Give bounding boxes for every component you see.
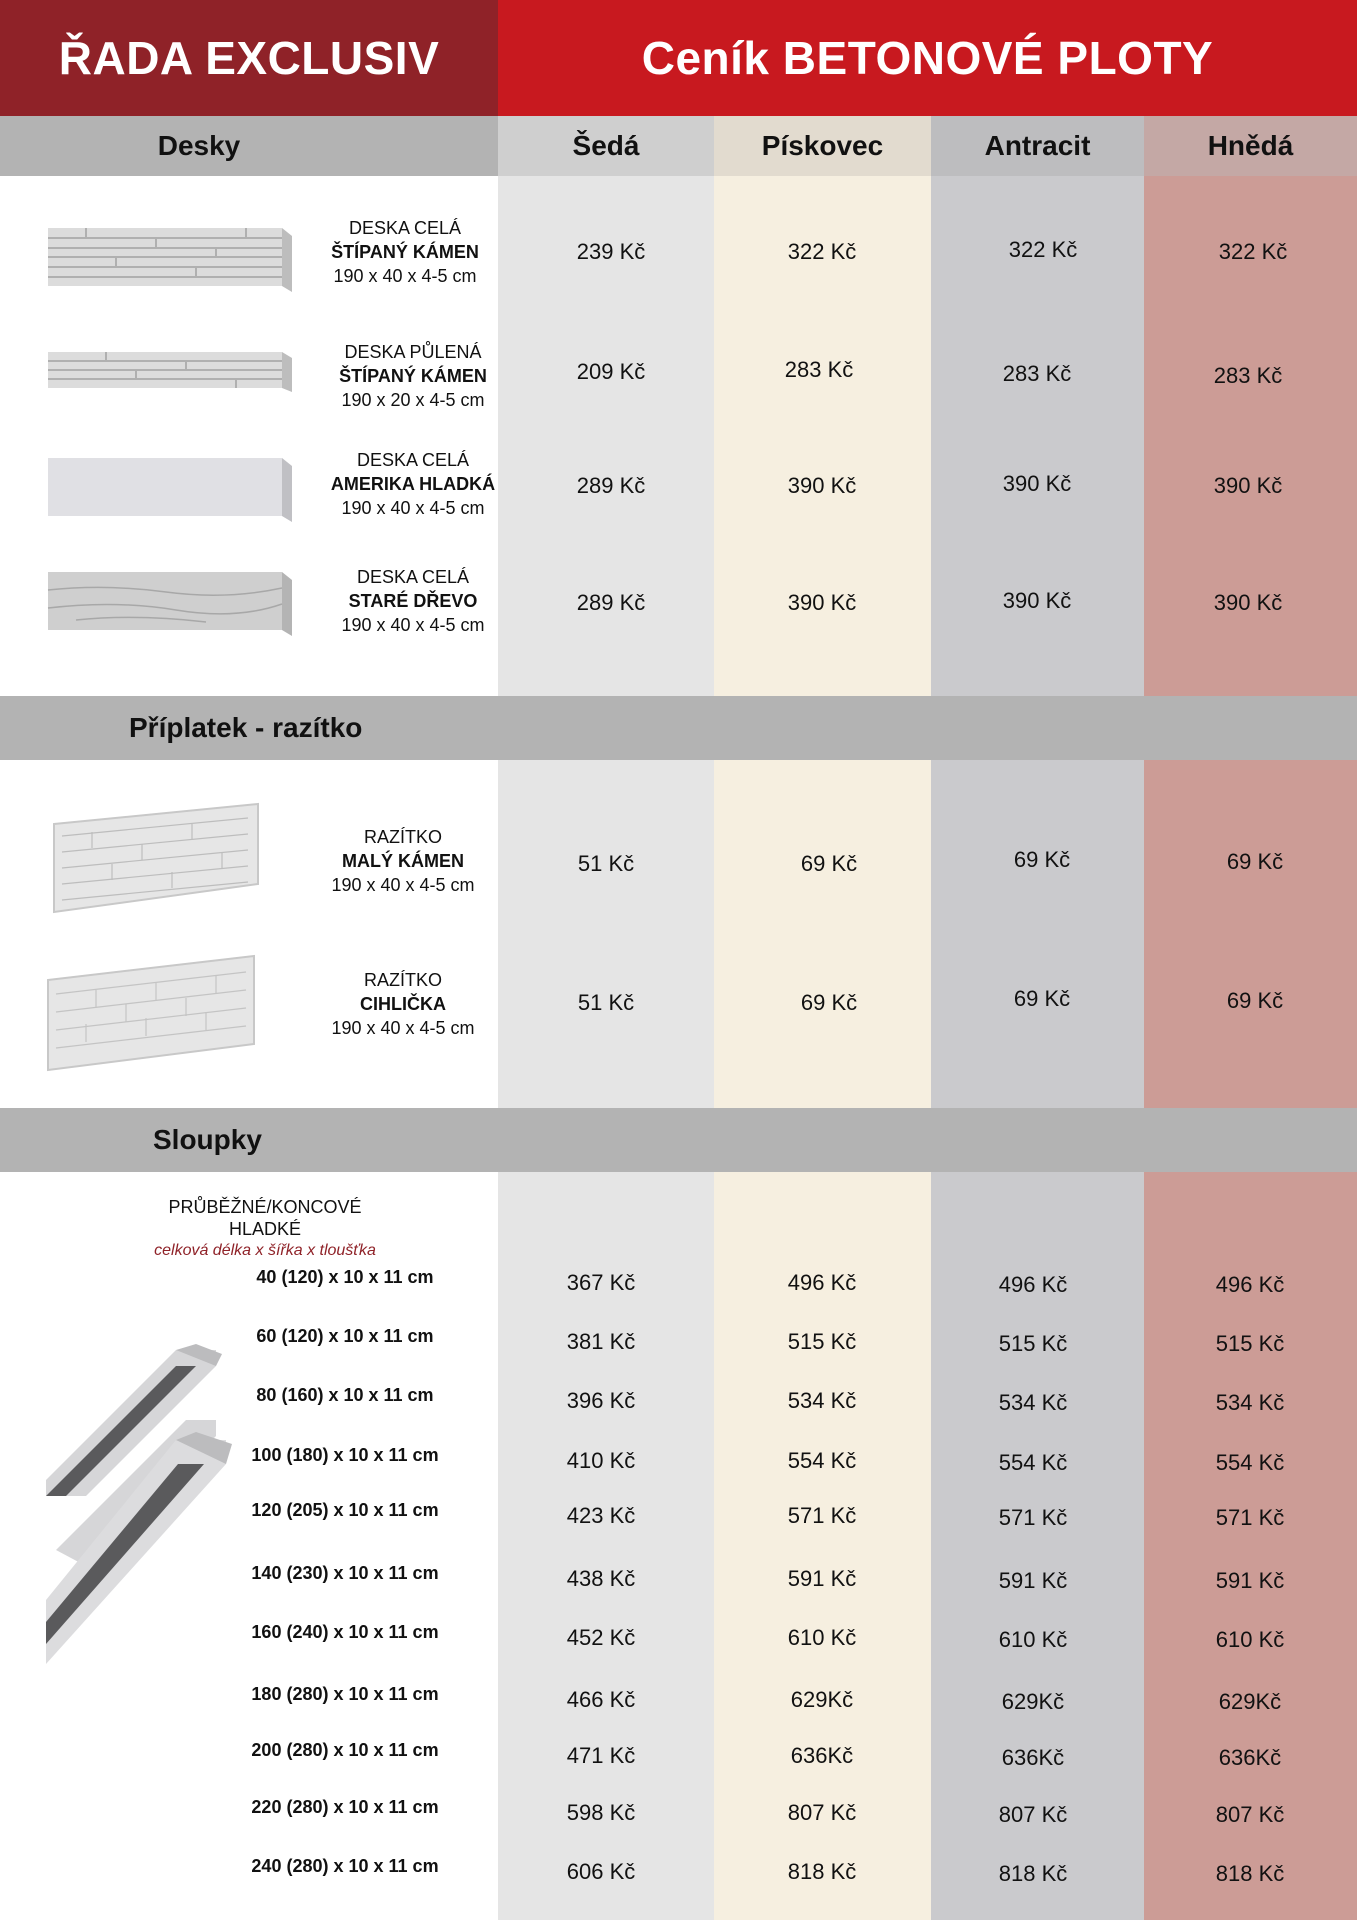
price-hneda: 629Kč xyxy=(1218,1689,1282,1714)
price-seda: 239 Kč xyxy=(576,239,646,264)
price-hneda: 534 Kč xyxy=(1215,1390,1285,1415)
price-hneda: 322 Kč xyxy=(1218,239,1288,264)
section-surcharge xyxy=(0,696,1357,760)
price-hneda: 554 Kč xyxy=(1215,1450,1285,1475)
brick-stamp-image xyxy=(46,954,258,1072)
price-piskovec: 390 Kč xyxy=(787,590,857,615)
price-seda: 51 Kč xyxy=(577,990,635,1015)
stamp-label xyxy=(298,968,508,1040)
price-seda: 381 Kč xyxy=(566,1329,636,1354)
board-size: 190 x 20 x 4-5 cm xyxy=(341,390,485,410)
price-hneda: 571 Kč xyxy=(1215,1505,1285,1530)
price-hneda: 610 Kč xyxy=(1215,1627,1285,1652)
price-antracit: 390 Kč xyxy=(1002,471,1072,496)
post-dimension: 220 (280) x 10 x 11 cm xyxy=(251,1797,439,1817)
board-label xyxy=(308,340,518,412)
price-piskovec: 322 Kč xyxy=(787,239,857,264)
post-dimension: 80 (160) x 10 x 11 cm xyxy=(256,1385,434,1405)
price-hneda: 515 Kč xyxy=(1215,1331,1285,1356)
posts-type: PRŮBĚŽNÉ/KONCOVÉ HLADKÉ xyxy=(168,1197,362,1239)
price-seda: 438 Kč xyxy=(566,1566,636,1591)
price-antracit: 636Kč xyxy=(1001,1745,1065,1770)
section-posts xyxy=(0,1108,1357,1172)
board-label xyxy=(300,216,510,288)
price-antracit: 807 Kč xyxy=(998,1802,1068,1827)
price-piskovec: 629Kč xyxy=(790,1687,854,1712)
small-stone-stamp-image xyxy=(52,802,262,914)
board-type: DESKA CELÁ xyxy=(348,218,462,238)
price-hneda: 496 Kč xyxy=(1215,1272,1285,1297)
board-type: DESKA CELÁ xyxy=(356,450,470,470)
price-antracit: 554 Kč xyxy=(998,1450,1068,1475)
post-dimension: 100 (180) x 10 x 11 cm xyxy=(251,1445,439,1465)
post-dimension: 60 (120) x 10 x 11 cm xyxy=(256,1326,434,1346)
board-size: 190 x 40 x 4-5 cm xyxy=(341,615,485,635)
stamp-type: RAZÍTKO xyxy=(363,970,442,990)
price-hneda: 390 Kč xyxy=(1213,590,1283,615)
price-seda: 396 Kč xyxy=(566,1388,636,1413)
board-finish: STARÉ DŘEVO xyxy=(348,591,478,611)
price-seda: 452 Kč xyxy=(566,1625,636,1650)
section-surcharge-title: Příplatek - razítko xyxy=(129,712,363,743)
stone-board-half-image xyxy=(46,350,296,392)
price-seda: 367 Kč xyxy=(566,1270,636,1295)
price-seda: 423 Kč xyxy=(566,1503,636,1528)
wood-board-image xyxy=(46,570,296,636)
price-antracit: 571 Kč xyxy=(998,1505,1068,1530)
price-hneda: 636Kč xyxy=(1218,1745,1282,1770)
price-piskovec: 818 Kč xyxy=(787,1859,857,1884)
post-dimension: 180 (280) x 10 x 11 cm xyxy=(251,1684,439,1704)
price-seda: 51 Kč xyxy=(577,851,635,876)
price-hneda: 818 Kč xyxy=(1215,1861,1285,1886)
price-antracit: 818 Kč xyxy=(998,1861,1068,1886)
price-piskovec: 636Kč xyxy=(790,1743,854,1768)
price-antracit: 496 Kč xyxy=(998,1272,1068,1297)
stamp-label xyxy=(298,825,508,897)
post-dimension: 200 (280) x 10 x 11 cm xyxy=(251,1740,439,1760)
header-piskovec: Pískovec xyxy=(714,116,931,176)
posts-dimension-legend: celková délka x šířka x tloušťka xyxy=(154,1242,376,1259)
price-hneda: 390 Kč xyxy=(1213,473,1283,498)
board-type: DESKA CELÁ xyxy=(356,567,470,587)
series-title: ŘADA EXCLUSIV xyxy=(0,0,498,116)
price-seda: 209 Kč xyxy=(576,359,646,384)
price-seda: 606 Kč xyxy=(566,1859,636,1884)
post-dimension: 140 (230) x 10 x 11 cm xyxy=(251,1563,439,1583)
price-seda: 410 Kč xyxy=(566,1448,636,1473)
price-antracit: 515 Kč xyxy=(998,1331,1068,1356)
price-seda: 289 Kč xyxy=(576,590,646,615)
price-hneda: 69 Kč xyxy=(1226,849,1284,874)
header-hneda: Hnědá xyxy=(1144,116,1357,176)
column-header-row xyxy=(0,116,1357,176)
price-piskovec: 496 Kč xyxy=(787,1270,857,1295)
post-dimension: 160 (240) x 10 x 11 cm xyxy=(251,1622,439,1642)
section-posts-title: Sloupky xyxy=(153,1124,262,1155)
board-size: 190 x 40 x 4-5 cm xyxy=(341,498,485,518)
pricelist-title: Ceník BETONOVÉ PLOTY xyxy=(498,0,1357,116)
stamp-pattern: CIHLIČKA xyxy=(360,994,446,1014)
header-seda: Šedá xyxy=(498,116,714,176)
price-seda: 598 Kč xyxy=(566,1800,636,1825)
price-antracit: 629Kč xyxy=(1001,1689,1065,1714)
price-piskovec: 610 Kč xyxy=(787,1625,857,1650)
price-piskovec: 283 Kč xyxy=(784,357,854,382)
price-hneda: 807 Kč xyxy=(1215,1802,1285,1827)
price-antracit: 610 Kč xyxy=(998,1627,1068,1652)
price-piskovec: 515 Kč xyxy=(787,1329,857,1354)
stamp-type: RAZÍTKO xyxy=(363,827,442,847)
stone-board-full-image xyxy=(46,226,296,292)
post-dimension: 40 (120) x 10 x 11 cm xyxy=(256,1267,434,1287)
price-seda: 471 Kč xyxy=(566,1743,636,1768)
price-piskovec: 390 Kč xyxy=(787,473,857,498)
board-finish: AMERIKA HLADKÁ xyxy=(330,474,496,494)
board-finish: ŠTÍPANÝ KÁMEN xyxy=(331,242,479,262)
price-antracit: 283 Kč xyxy=(1002,361,1072,386)
price-piskovec: 69 Kč xyxy=(800,851,858,876)
board-size: 190 x 40 x 4-5 cm xyxy=(333,266,477,286)
price-hneda: 69 Kč xyxy=(1226,988,1284,1013)
board-label xyxy=(308,448,518,520)
price-antracit: 534 Kč xyxy=(998,1390,1068,1415)
price-piskovec: 69 Kč xyxy=(800,990,858,1015)
smooth-board-image xyxy=(46,456,296,522)
price-antracit: 69 Kč xyxy=(1013,986,1071,1011)
stamp-size: 190 x 40 x 4-5 cm xyxy=(331,875,475,895)
header-desky: Desky xyxy=(0,116,498,176)
price-piskovec: 571 Kč xyxy=(787,1503,857,1528)
post-dimension: 240 (280) x 10 x 11 cm xyxy=(251,1856,439,1876)
price-piskovec: 807 Kč xyxy=(787,1800,857,1825)
price-antracit: 69 Kč xyxy=(1013,847,1071,872)
header-antracit: Antracit xyxy=(931,116,1144,176)
price-piskovec: 534 Kč xyxy=(787,1388,857,1413)
price-seda: 466 Kč xyxy=(566,1687,636,1712)
price-antracit: 390 Kč xyxy=(1002,588,1072,613)
board-label xyxy=(308,565,518,637)
price-hneda: 283 Kč xyxy=(1213,363,1283,388)
post-dimension: 120 (205) x 10 x 11 cm xyxy=(251,1500,439,1520)
board-finish: ŠTÍPANÝ KÁMEN xyxy=(339,366,487,386)
board-type: DESKA PŮLENÁ xyxy=(344,342,482,362)
concrete-posts-image xyxy=(46,1340,236,1664)
posts-intro xyxy=(130,1196,400,1262)
stamp-pattern: MALÝ KÁMEN xyxy=(342,851,464,871)
price-piskovec: 554 Kč xyxy=(787,1448,857,1473)
price-antracit: 322 Kč xyxy=(1008,237,1078,262)
price-antracit: 591 Kč xyxy=(998,1568,1068,1593)
stamp-size: 190 x 40 x 4-5 cm xyxy=(331,1018,475,1038)
price-seda: 289 Kč xyxy=(576,473,646,498)
price-piskovec: 591 Kč xyxy=(787,1566,857,1591)
price-hneda: 591 Kč xyxy=(1215,1568,1285,1593)
